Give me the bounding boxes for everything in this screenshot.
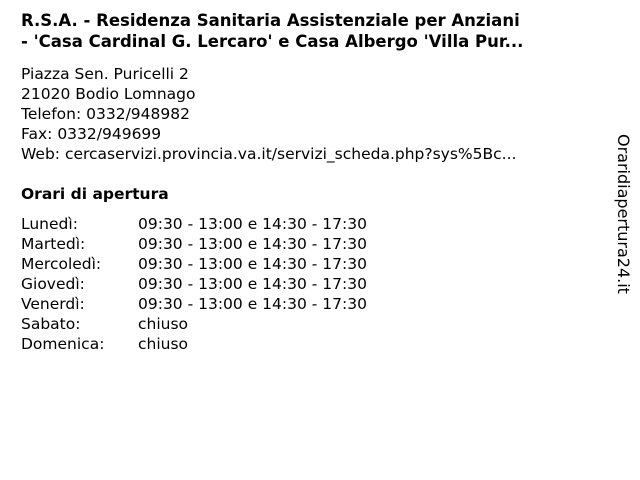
brand-watermark <box>612 134 634 310</box>
hours-row-tuesday <box>21 234 367 254</box>
day-label: Sabato: <box>21 315 81 333</box>
day-label: Lunedì: <box>21 215 78 233</box>
day-label: Domenica: <box>21 335 105 353</box>
hours-row-saturday <box>21 314 367 334</box>
title-line-1: R.S.A. - Residenza Sanitaria Assistenziale per Anziani <box>21 11 520 30</box>
day-label: Mercoledì: <box>21 255 102 273</box>
hours-value: 09:30 - 13:00 e 14:30 - 17:30 <box>138 295 367 313</box>
brand-text: Oraridiapertura24.it <box>614 134 633 294</box>
title-line-2: - 'Casa Cardinal G. Lercaro' e Casa Albergo 'Villa Pur... <box>21 32 524 51</box>
opening-hours-table <box>21 214 367 354</box>
day-label: Venerdì: <box>21 295 85 313</box>
hours-value: 09:30 - 13:00 e 14:30 - 17:30 <box>138 255 367 273</box>
fax-line: Fax: 0332/949699 <box>21 125 162 143</box>
hours-value: 09:30 - 13:00 e 14:30 - 17:30 <box>138 215 367 233</box>
hours-row-monday <box>21 214 367 234</box>
hours-row-friday <box>21 294 367 314</box>
hours-row-thursday <box>21 274 367 294</box>
hours-heading: Orari di apertura <box>21 185 169 203</box>
city-line: 21020 Bodio Lomnago <box>21 85 196 103</box>
day-label: Giovedì: <box>21 275 85 293</box>
address-line: Piazza Sen. Puricelli 2 <box>21 65 189 83</box>
hours-row-sunday <box>21 334 367 354</box>
contact-info <box>21 64 516 164</box>
hours-value: 09:30 - 13:00 e 14:30 - 17:30 <box>138 275 367 293</box>
page-title <box>21 10 621 52</box>
hours-row-wednesday <box>21 254 367 274</box>
hours-value: 09:30 - 13:00 e 14:30 - 17:30 <box>138 235 367 253</box>
day-label: Martedì: <box>21 235 86 253</box>
web-line: Web: cercaservizi.provincia.va.it/servizi_scheda.php?sys%5Bc... <box>21 145 517 163</box>
phone-line: Telefon: 0332/948982 <box>21 105 190 123</box>
hours-value: chiuso <box>138 315 189 333</box>
hours-value: chiuso <box>138 335 189 353</box>
